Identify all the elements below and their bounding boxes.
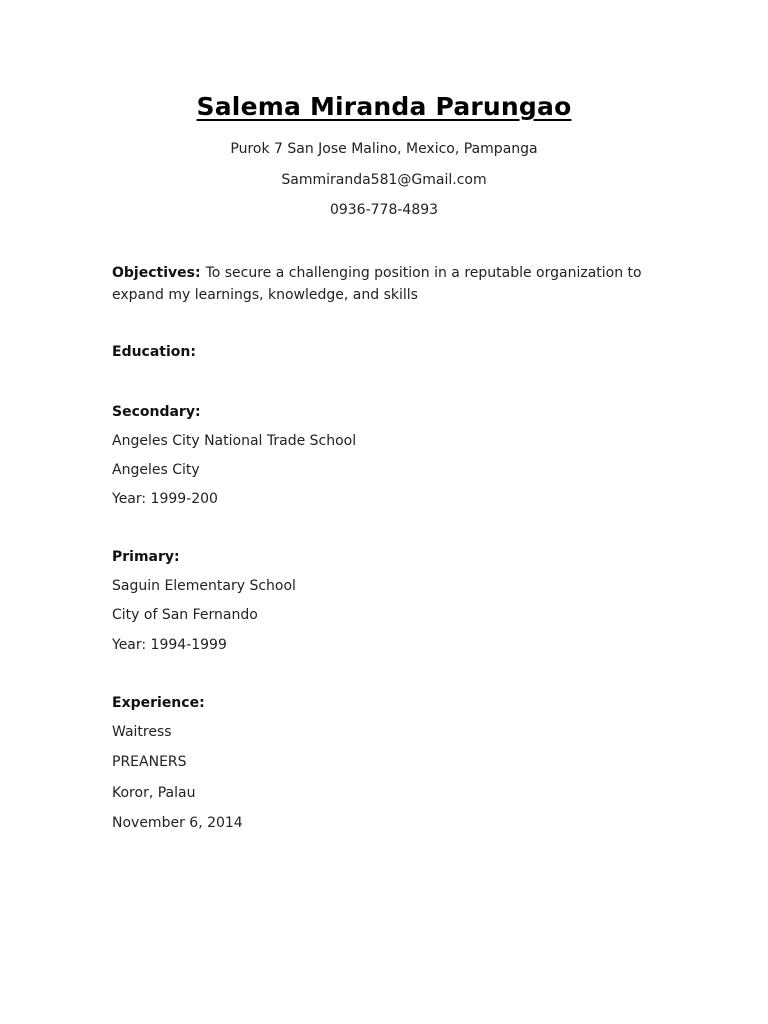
experience-position: Waitress (112, 724, 172, 740)
objectives-text: To secure a challenging position in a reputable organization to expand my learnings, knowledge, and skills (112, 265, 642, 303)
email: Sammiranda581@Gmail.com (281, 172, 487, 188)
experience-date: November 6, 2014 (112, 815, 243, 831)
primary-year: Year: 1994-1999 (112, 637, 227, 653)
primary-location: City of San Fernando (112, 607, 258, 623)
address: Purok 7 San Jose Malino, Mexico, Pampanga (230, 141, 538, 157)
secondary-year: Year: 1999-200 (112, 491, 218, 507)
education-heading: Education: (112, 344, 196, 360)
phone-number: 0936-778-4893 (329, 202, 439, 218)
secondary-school: Angeles City National Trade School (112, 433, 357, 449)
resume-name: Salema Miranda Parungao (196, 92, 572, 121)
objectives-heading: Objectives: (112, 265, 201, 281)
experience-heading: Experience: (112, 695, 205, 711)
secondary-heading: Secondary: (112, 404, 201, 420)
primary-heading: Primary: (112, 549, 180, 565)
experience-location: Koror, Palau (112, 785, 196, 801)
experience-company: PREANERS (112, 754, 187, 770)
secondary-location: Angeles City (112, 462, 200, 478)
objectives-section (112, 262, 682, 306)
primary-school: Saguin Elementary School (112, 578, 296, 594)
